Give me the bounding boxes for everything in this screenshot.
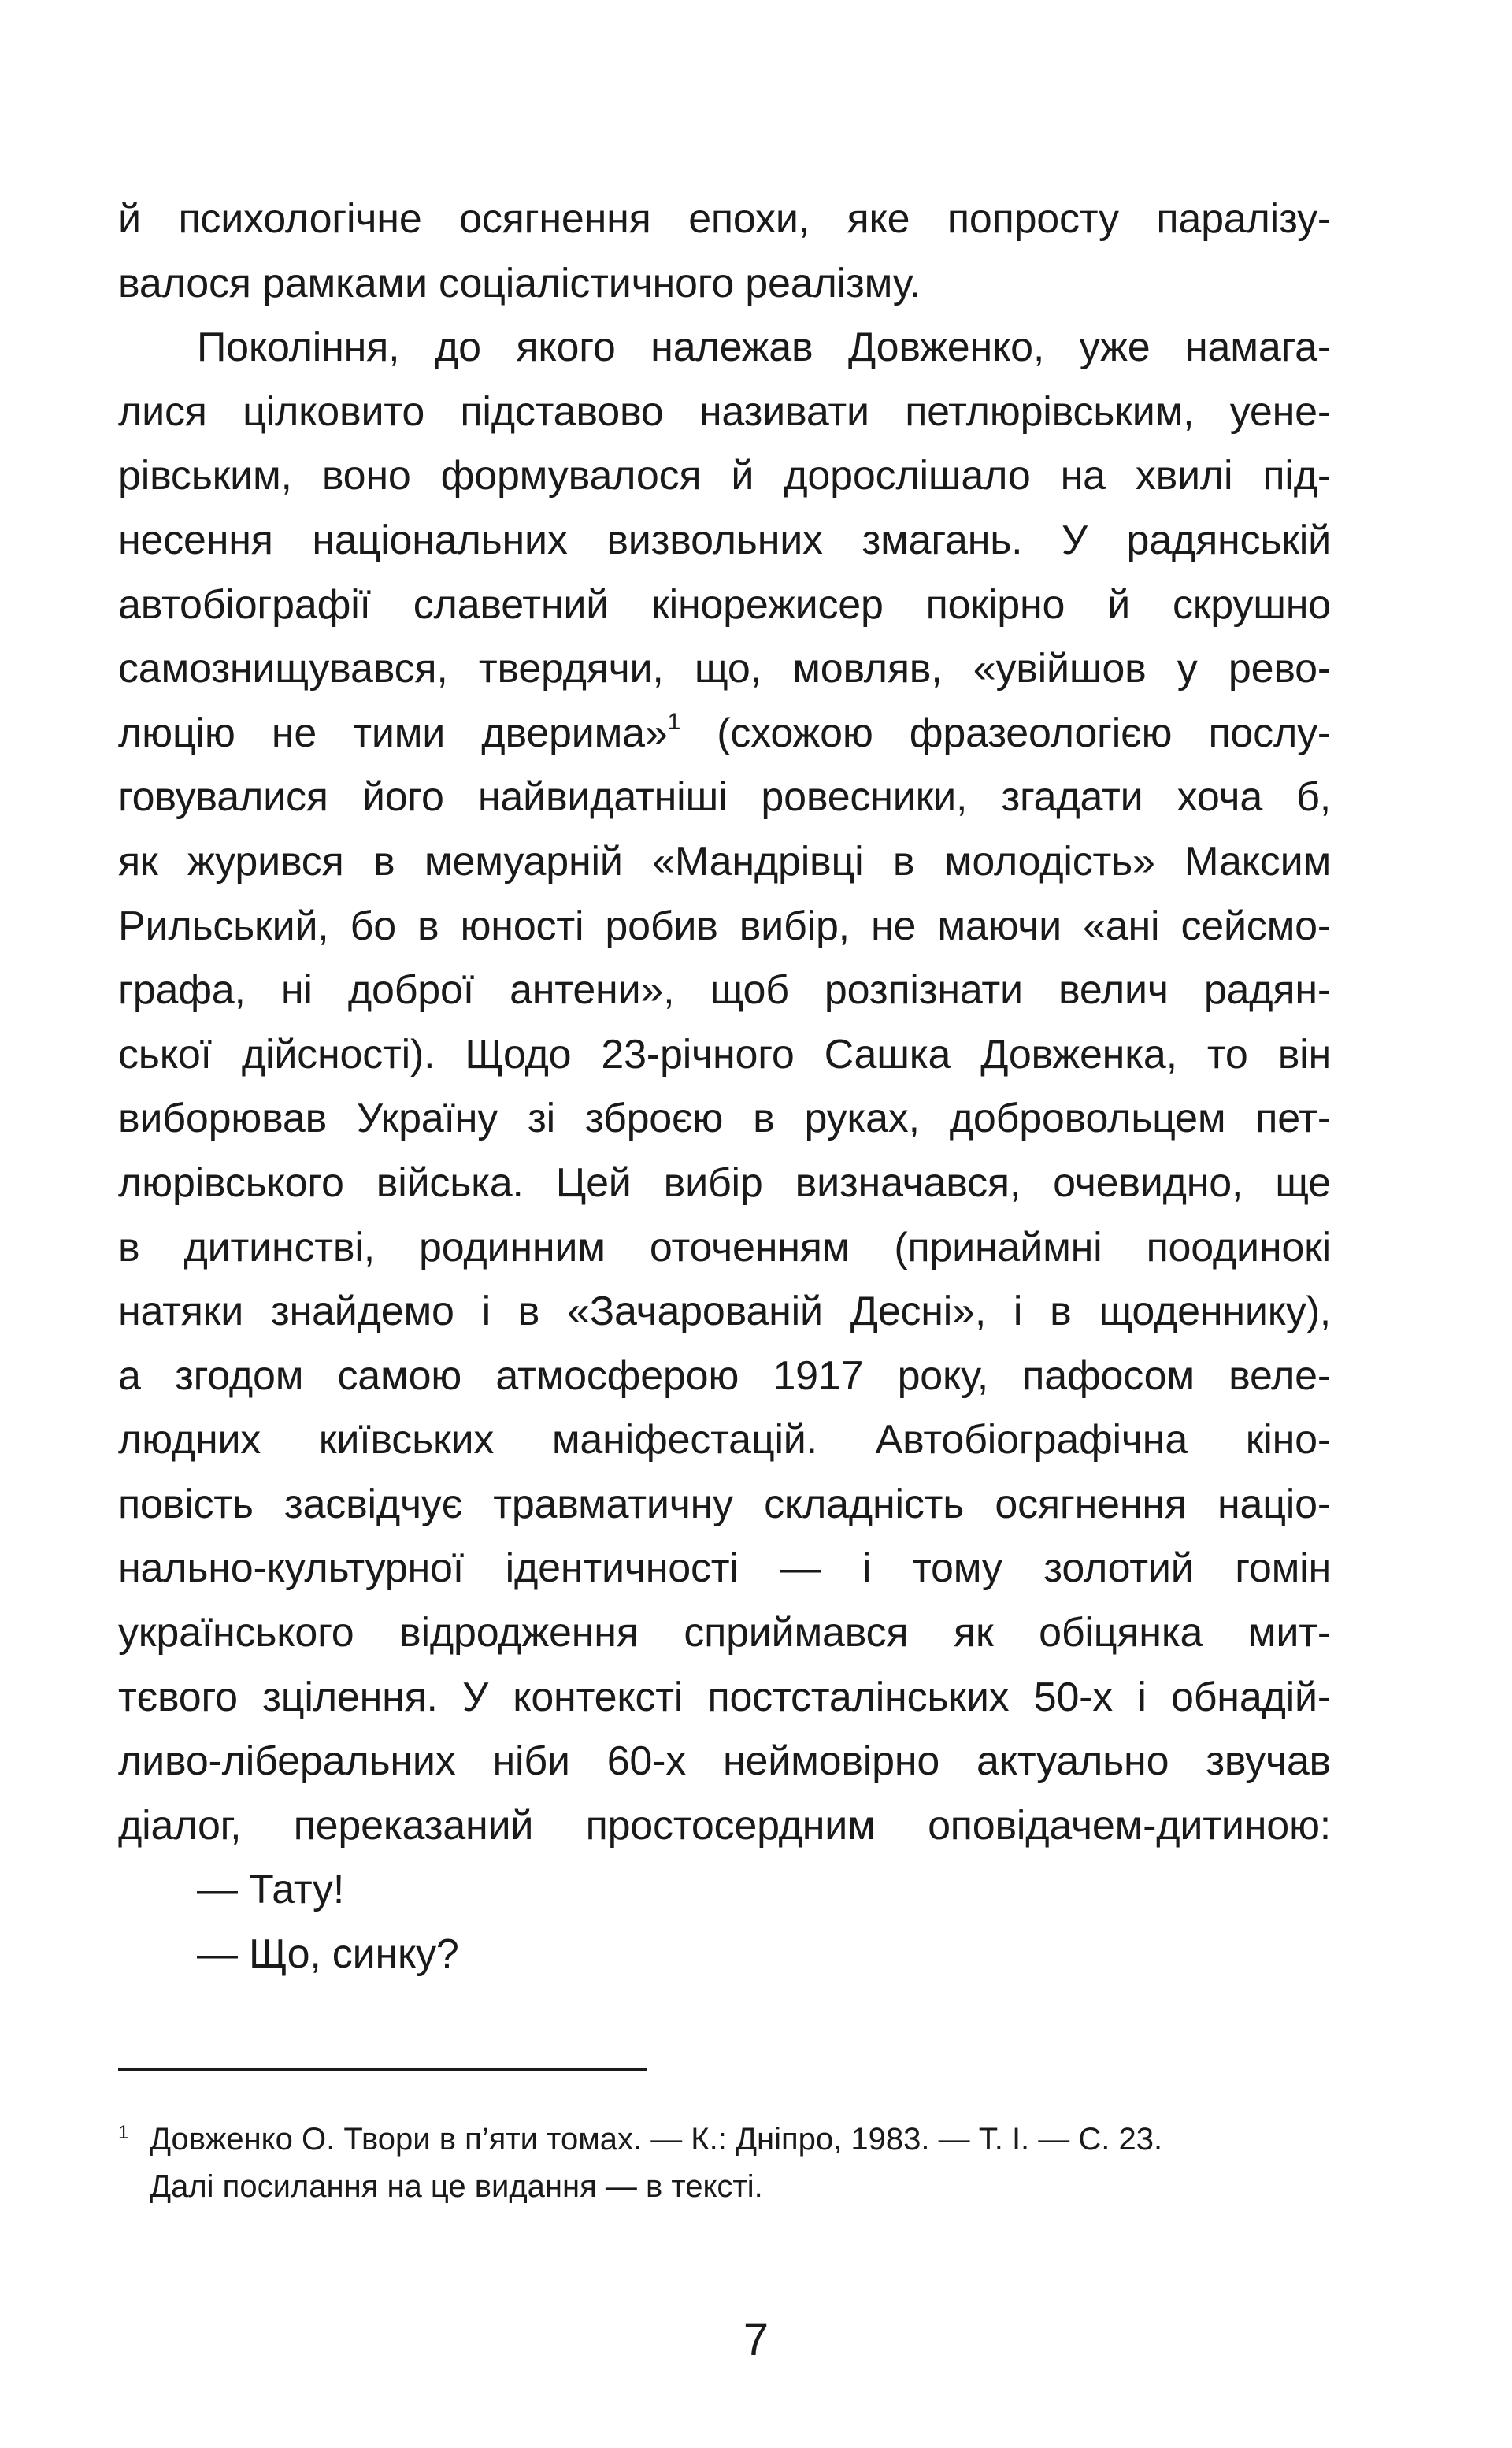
footnote-line: 1 Довженко О. Твори в п’яти томах. — К.: Дніпро, 1983. — Т. І. — С. 23. <box>118 2122 1163 2157</box>
paragraph-start-line: Покоління, до якого належав Довженко, уже намага- <box>197 325 1331 371</box>
text-line: самознищувався, твердячи, що, мовляв, «увійшов у рево- <box>118 646 1331 692</box>
text-fragment: люцію не тими дверима» <box>118 710 668 756</box>
dialog-line: — Що, синку? <box>197 1931 459 1978</box>
text-line: графа, ні доброї антени», щоб розпізнати велич радян- <box>118 967 1331 1014</box>
text-line: людних київських маніфестацій. Автобіографічна кіно- <box>118 1417 1331 1463</box>
footnote <box>118 2116 1331 2210</box>
text-fragment: (схожою фразеологією послу- <box>717 710 1331 756</box>
text-line: рівським, воно формувалося й дорослішало на хвилі під- <box>118 453 1331 499</box>
text-line: виборював Україну зі зброєю в руках, добровольцем пет- <box>118 1096 1331 1142</box>
text-line: валося рамками соціалістичного реалізму. <box>118 260 921 306</box>
text-line: нально-культурної ідентичності — і тому золотий гомін <box>118 1545 1331 1592</box>
page-number: 7 <box>743 2314 769 2365</box>
text-line: в дитинстві, родинним оточенням (принаймні поодинокі <box>118 1224 1331 1270</box>
text-line: тєвого зцілення. У контексті постсталінських 50-х і обнадій- <box>118 1674 1331 1720</box>
text-line: автобіографії славетний кінорежисер покірно й скрушно <box>118 581 1331 628</box>
text-line: українського відродження сприймався як обіцянка мит- <box>118 1610 1331 1656</box>
text-line: як журився в мемуарній «Мандрівці в молодість» Максим <box>118 838 1331 885</box>
text-line: люрівського війська. Цей вибір визначався, очевидно, ще <box>118 1159 1331 1206</box>
main-text <box>118 187 1331 1987</box>
text-line: Рильський, бо в юності робив вибір, не маючи «ані сейсмо- <box>118 903 1331 949</box>
text-line: лися цілковито підставово називати петлюрівським, уене- <box>118 388 1331 435</box>
text-line: ської дійсності). Щодо 23-річного Сашка Довженка, то він <box>118 1031 1331 1077</box>
text-line: натяки знайдемо і в «Зачарованій Десні», і в щоденнику), <box>118 1289 1331 1335</box>
footnote-reference[interactable]: 1 <box>667 708 681 735</box>
footnote-separator <box>118 2068 647 2071</box>
text-line: повість засвідчує травматичну складність осягнення націо- <box>118 1481 1331 1527</box>
footnote-line: Далі посилання на це видання — в тексті. <box>150 2169 763 2204</box>
text-line: говувалися його найвидатніші ровесники, згадати хоча б, <box>118 774 1331 821</box>
dialog-line: — Тату! <box>197 1867 345 1913</box>
text-line: діалог, переказаний простосердним оповідачем-дитиною: <box>118 1802 1331 1849</box>
text-line-with-footnote-ref <box>118 702 1331 766</box>
text-line: ливо-ліберальних ніби 60-х неймовірно актуально звучав <box>118 1738 1331 1785</box>
text-line: несення національних визвольних змагань. У радянській <box>118 517 1331 563</box>
footnote-text: Довженко О. Твори в п’яти томах. — К.: Дніпро, 1983. — Т. І. — С. 23. <box>150 2122 1163 2157</box>
text-line: а згодом самою атмосферою 1917 року, пафосом веле- <box>118 1352 1331 1399</box>
text-line: й психологічне осягнення епохи, яке попросту паралізу- <box>118 196 1331 242</box>
